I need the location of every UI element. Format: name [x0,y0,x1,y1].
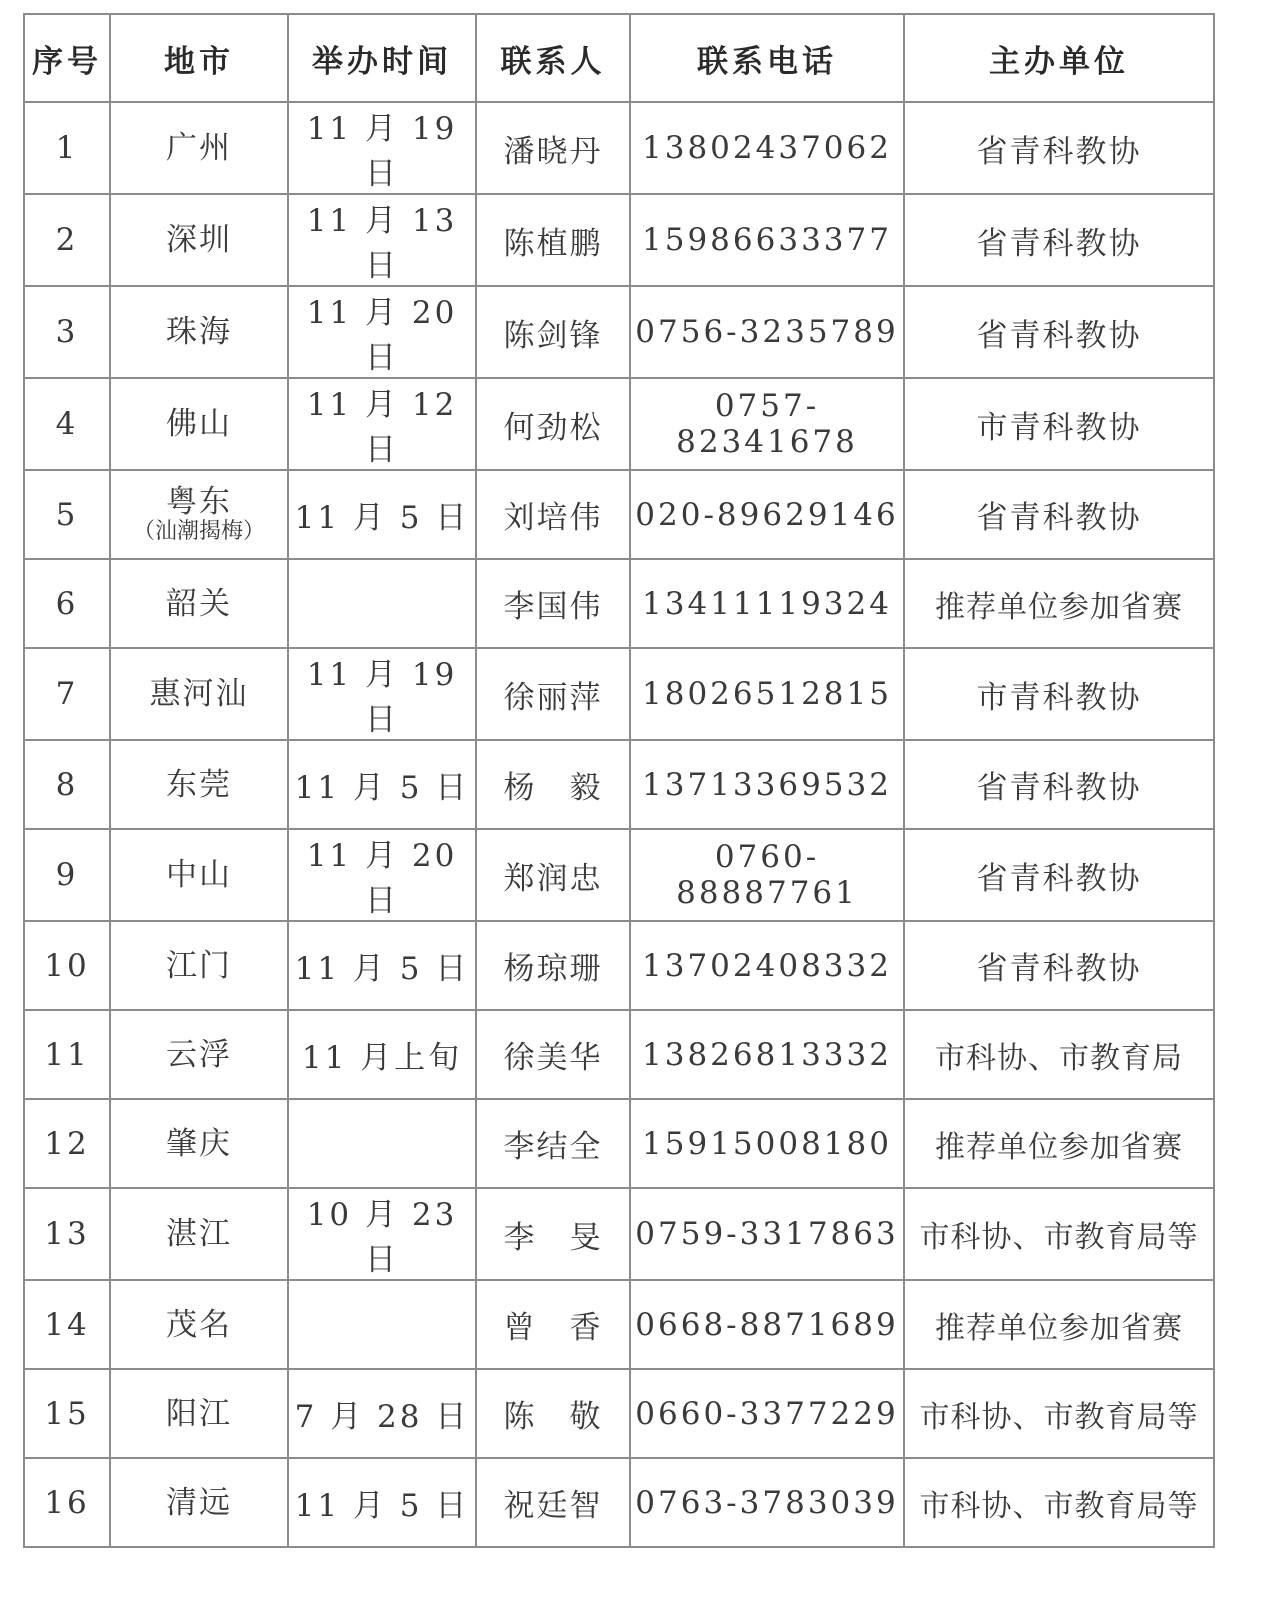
cell-no: 3 [24,286,110,378]
cell-contact: 李结全 [476,1099,630,1188]
cell-phone: 0660-3377229 [630,1369,904,1458]
cell-contact: 刘培伟 [476,470,630,559]
cell-city [110,286,288,378]
city-name: 韶关 [166,585,232,622]
city-name: 佛山 [166,406,232,442]
header-no: 序号 [24,14,110,102]
cell-city [110,1099,288,1188]
cell-phone: 15986633377 [630,194,904,286]
cell-city [110,102,288,194]
cell-phone: 0759-3317863 [630,1188,904,1280]
cell-contact: 杨 毅 [476,740,630,829]
cell-city [110,378,288,470]
table-row [24,470,1214,559]
cell-contact: 陈 敬 [476,1369,630,1458]
cell-phone: 13826813332 [630,1010,904,1099]
cell-organizer: 市青科教协 [904,378,1214,470]
city-name: 粤东 [166,483,232,520]
cell-organizer: 推荐单位参加省赛 [904,1280,1214,1369]
city-subregion: （汕潮揭梅） [132,518,265,544]
cell-phone: 13411119324 [630,559,904,648]
cell-city [110,470,288,559]
city-name: 肇庆 [166,1125,232,1162]
cell-no: 13 [24,1188,110,1280]
cell-organizer: 推荐单位参加省赛 [904,1099,1214,1188]
cell-city [110,1280,288,1369]
cell-contact: 李 旻 [476,1188,630,1280]
city-name: 珠海 [166,314,232,350]
cell-contact: 陈剑锋 [476,286,630,378]
city-name: 东莞 [166,766,232,803]
cell-no: 6 [24,559,110,648]
cell-phone: 15915008180 [630,1099,904,1188]
cell-date: 11 月 19 日 [288,648,476,740]
table-row [24,1188,1214,1280]
cell-date: 7 月 28 日 [288,1369,476,1458]
cell-date: 11 月 12 日 [288,378,476,470]
cell-organizer: 省青科教协 [904,829,1214,921]
cell-organizer: 市科协、市教育局等 [904,1369,1214,1458]
table-row [24,740,1214,829]
cell-no: 8 [24,740,110,829]
cell-phone: 0757-82341678 [630,378,904,470]
cell-date [288,1099,476,1188]
table-body [24,102,1214,1547]
cell-no: 16 [24,1458,110,1547]
table-row [24,1369,1214,1458]
cell-organizer: 市科协、市教育局 [904,1010,1214,1099]
cell-date [288,559,476,648]
table-header-row [24,14,1214,102]
cell-contact: 杨琼珊 [476,921,630,1010]
cell-organizer: 省青科教协 [904,470,1214,559]
cell-phone: 13802437062 [630,102,904,194]
cell-contact: 郑润忠 [476,829,630,921]
cell-no: 14 [24,1280,110,1369]
cell-organizer: 省青科教协 [904,921,1214,1010]
cell-date: 11 月 5 日 [288,470,476,559]
header-date: 举办时间 [288,14,476,102]
table-row [24,1010,1214,1099]
cell-date: 11 月 5 日 [288,740,476,829]
cell-organizer: 市青科教协 [904,648,1214,740]
cell-date: 11 月上旬 [288,1010,476,1099]
cell-city [110,559,288,648]
cell-phone: 0760-88887761 [630,829,904,921]
cell-organizer: 省青科教协 [904,286,1214,378]
city-name: 深圳 [166,222,232,258]
cell-phone: 0763-3783039 [630,1458,904,1547]
cell-no: 15 [24,1369,110,1458]
cell-contact: 李国伟 [476,559,630,648]
cell-phone: 13702408332 [630,921,904,1010]
cell-date: 10 月 23 日 [288,1188,476,1280]
table-row [24,921,1214,1010]
city-name: 江门 [166,947,232,984]
header-city: 地市 [110,14,288,102]
cell-city [110,1458,288,1547]
cell-date [288,1280,476,1369]
cell-contact: 潘晓丹 [476,102,630,194]
table-row [24,1280,1214,1369]
table-row [24,829,1214,921]
city-name: 茂名 [166,1306,232,1343]
cell-no: 1 [24,102,110,194]
cell-city [110,921,288,1010]
cell-organizer: 市科协、市教育局等 [904,1188,1214,1280]
cell-city [110,1188,288,1280]
cell-date: 11 月 5 日 [288,1458,476,1547]
cell-date: 11 月 20 日 [288,829,476,921]
cell-no: 4 [24,378,110,470]
cell-city [110,194,288,286]
cell-contact: 祝廷智 [476,1458,630,1547]
table-row [24,102,1214,194]
cell-organizer: 省青科教协 [904,194,1214,286]
header-contact: 联系人 [476,14,630,102]
table-row [24,559,1214,648]
city-name: 中山 [166,857,232,893]
city-name: 云浮 [166,1036,232,1073]
cell-no: 11 [24,1010,110,1099]
city-name: 广州 [166,130,232,166]
cell-organizer: 市科协、市教育局等 [904,1458,1214,1547]
city-name: 阳江 [166,1395,232,1432]
table-row [24,648,1214,740]
cell-city [110,648,288,740]
cell-no: 7 [24,648,110,740]
cell-organizer: 省青科教协 [904,740,1214,829]
cell-contact: 何劲松 [476,378,630,470]
contact-table-container [23,13,1213,1548]
cell-no: 12 [24,1099,110,1188]
cell-contact: 陈植鹏 [476,194,630,286]
city-name: 湛江 [166,1216,232,1252]
cell-city [110,1010,288,1099]
cell-contact: 徐丽萍 [476,648,630,740]
cell-no: 10 [24,921,110,1010]
contact-table [23,13,1215,1548]
cell-city [110,740,288,829]
cell-no: 5 [24,470,110,559]
table-row [24,378,1214,470]
cell-date: 11 月 20 日 [288,286,476,378]
cell-phone: 13713369532 [630,740,904,829]
cell-organizer: 推荐单位参加省赛 [904,559,1214,648]
cell-contact: 徐美华 [476,1010,630,1099]
cell-no: 9 [24,829,110,921]
cell-contact: 曾 香 [476,1280,630,1369]
table-row [24,286,1214,378]
city-name: 惠河汕 [149,676,249,712]
city-name: 清远 [166,1484,232,1521]
cell-phone: 0756-3235789 [630,286,904,378]
cell-phone: 020-89629146 [630,470,904,559]
table-row [24,1099,1214,1188]
cell-date: 11 月 13 日 [288,194,476,286]
cell-city [110,829,288,921]
cell-phone: 0668-8871689 [630,1280,904,1369]
cell-phone: 18026512815 [630,648,904,740]
cell-city [110,1369,288,1458]
cell-organizer: 省青科教协 [904,102,1214,194]
header-phone: 联系电话 [630,14,904,102]
header-organizer: 主办单位 [904,14,1214,102]
cell-date: 11 月 19 日 [288,102,476,194]
table-row [24,1458,1214,1547]
table-row [24,194,1214,286]
cell-no: 2 [24,194,110,286]
cell-date: 11 月 5 日 [288,921,476,1010]
